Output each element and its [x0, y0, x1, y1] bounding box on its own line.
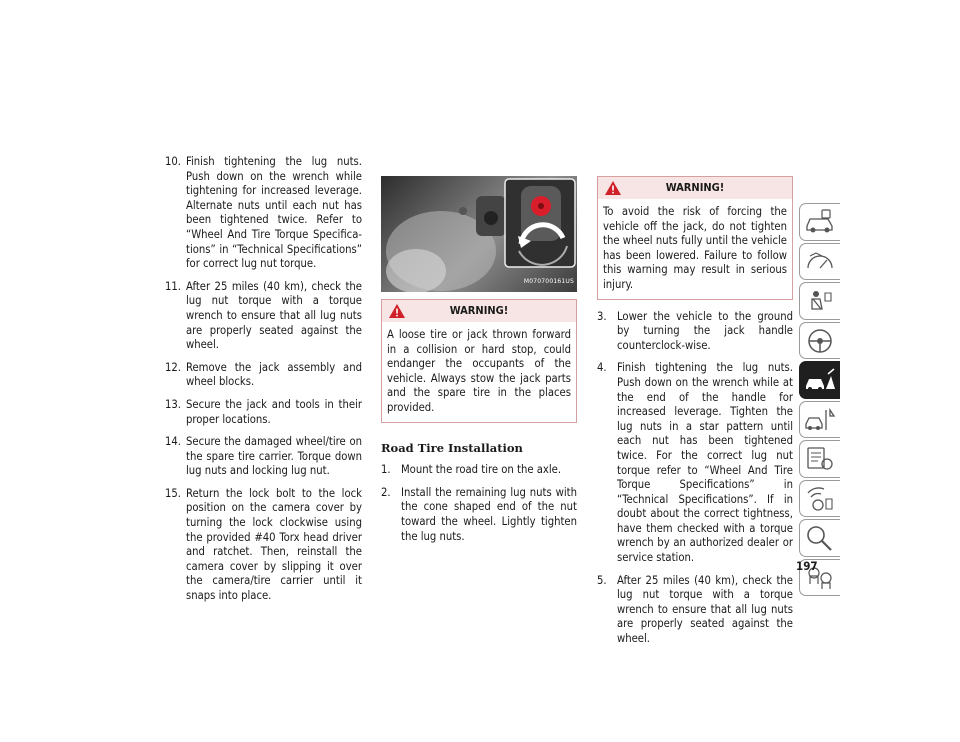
- figure-code: M070700161US: [523, 278, 574, 286]
- left-column: [165, 155, 362, 612]
- step-text: Finish tightening the lug nuts. Push down on the wrench while tightening for increased leverage. Alternate nuts until each nut has been tightened twice. Refer to “Wheel And Tire Torque Specifica-tions” in “Technical Specifications” for correct lug nut torque.: [186, 155, 362, 271]
- step-item: [381, 463, 577, 478]
- service-maintenance-icon: [804, 406, 836, 434]
- step-item: [165, 361, 362, 390]
- step-number: 5.: [597, 573, 607, 587]
- step-text: After 25 miles (40 km), check the lug nut torque with a torque wrench to ensure that all lug nuts are properly seated against the wheel.: [617, 573, 793, 646]
- steering-wheel-icon: [804, 327, 836, 355]
- tab-multimedia[interactable]: [799, 480, 840, 518]
- section-heading: Road Tire Installation: [381, 440, 523, 455]
- page-number: 197: [796, 559, 818, 573]
- step-item: [165, 435, 362, 479]
- camera-cover-lock-photo: [381, 176, 577, 292]
- step-text: Secure the damaged wheel/tire on the spare tire carrier. Torque down lug nuts and locking lug nut.: [186, 435, 362, 478]
- chapter-tabs: [799, 203, 841, 598]
- middle-column: [381, 176, 577, 552]
- step-text: After 25 miles (40 km), check the lug nut torque with a torque wrench to ensure that all lug nuts are properly seated against the wheel.: [186, 279, 362, 352]
- warning-title: WARNING!: [665, 181, 725, 194]
- step-number: 11.: [165, 279, 182, 293]
- roadside-emergency-icon: [804, 366, 836, 394]
- step-item: [165, 280, 362, 353]
- safety-icon: [804, 287, 836, 315]
- road-tire-step-list: [381, 463, 577, 544]
- warning-box-lowered: [597, 176, 793, 300]
- step-number: 2.: [381, 485, 391, 499]
- step-item: [597, 574, 793, 647]
- step-text: Secure the jack and tools in their proper locations.: [186, 397, 362, 426]
- right-column: [597, 176, 793, 655]
- step-number: 13.: [165, 397, 182, 411]
- step-item: [381, 486, 577, 544]
- tab-in-case-of-emergency[interactable]: [799, 361, 840, 399]
- step-item: [597, 361, 793, 565]
- left-step-list: [165, 155, 362, 604]
- step-number: 3.: [597, 309, 607, 323]
- step-number: 1.: [381, 463, 391, 477]
- step-number: 4.: [597, 361, 607, 375]
- step-item: [165, 398, 362, 427]
- warning-triangle-icon: [605, 181, 621, 195]
- warning-box-stow: [381, 299, 577, 423]
- right-step-list: [597, 310, 793, 647]
- step-number: 12.: [165, 360, 182, 374]
- step-text: Lower the vehicle to the ground by turning the jack handle counterclock-wise.: [617, 309, 793, 352]
- index-search-icon: [804, 524, 836, 552]
- step-text: Remove the jack assembly and wheel blocks.: [186, 360, 362, 389]
- step-item: [597, 310, 793, 354]
- warning-body: To avoid the risk of forcing the vehicle off the jack, do not tighten the wheel nuts fully until the vehicle has been lowered. Failure to follow this warning may result in serious injury.: [603, 205, 787, 291]
- dashboard-lights-icon: [804, 248, 836, 276]
- step-item: [165, 155, 362, 272]
- vehicle-info-icon: [804, 208, 836, 236]
- tab-starting-operating[interactable]: [799, 322, 840, 360]
- multimedia-icon: [804, 485, 836, 513]
- step-text: Finish tightening the lug nuts. Push down on the wrench while at the end of the handle for increased leverage. Tighten the lug nuts in a star pattern until each nut has been tightened twice. For the correct lug nut torque refer to “Wheel And Tire Torque Specifications” in “Technical Specifications”. If in doubt about the correct tightness, have them checked with a torque wrench by an authorized dealer or service station.: [617, 361, 793, 565]
- warning-body: A loose tire or jack thrown forward in a collision or hard stop, could endanger the occupants of the vehicle. Always stow the jack parts and the spare tire in the places provided.: [387, 328, 571, 414]
- warning-title: WARNING!: [449, 304, 509, 317]
- tab-vehicle-info[interactable]: [799, 203, 840, 241]
- technical-specs-icon: [804, 445, 836, 473]
- step-item: [165, 487, 362, 604]
- step-text: Mount the road tire on the axle.: [401, 463, 562, 477]
- step-number: 10.: [165, 155, 182, 168]
- tab-index[interactable]: [799, 519, 840, 557]
- tab-technical-specifications[interactable]: [799, 440, 840, 478]
- tab-servicing-maintenance[interactable]: [799, 401, 840, 439]
- step-number: 15.: [165, 486, 182, 500]
- warning-header: [598, 177, 792, 199]
- warning-triangle-icon: [389, 304, 405, 318]
- step-text: Return the lock bolt to the lock position on the camera cover by turning the lock clockwise using the provided #40 Torx head driver and ratchet. Then, reinstall the camera cover by slipping it over the camera/tire carrier until it snaps into place.: [186, 486, 362, 603]
- warning-header: [382, 300, 576, 322]
- step-number: 14.: [165, 435, 182, 449]
- step-text: Install the remaining lug nuts with the cone shaped end of the nut toward the wheel. Lightly tighten the lug nuts.: [401, 485, 577, 543]
- tab-safety[interactable]: [799, 282, 840, 320]
- tab-dashboard-lights[interactable]: [799, 243, 840, 281]
